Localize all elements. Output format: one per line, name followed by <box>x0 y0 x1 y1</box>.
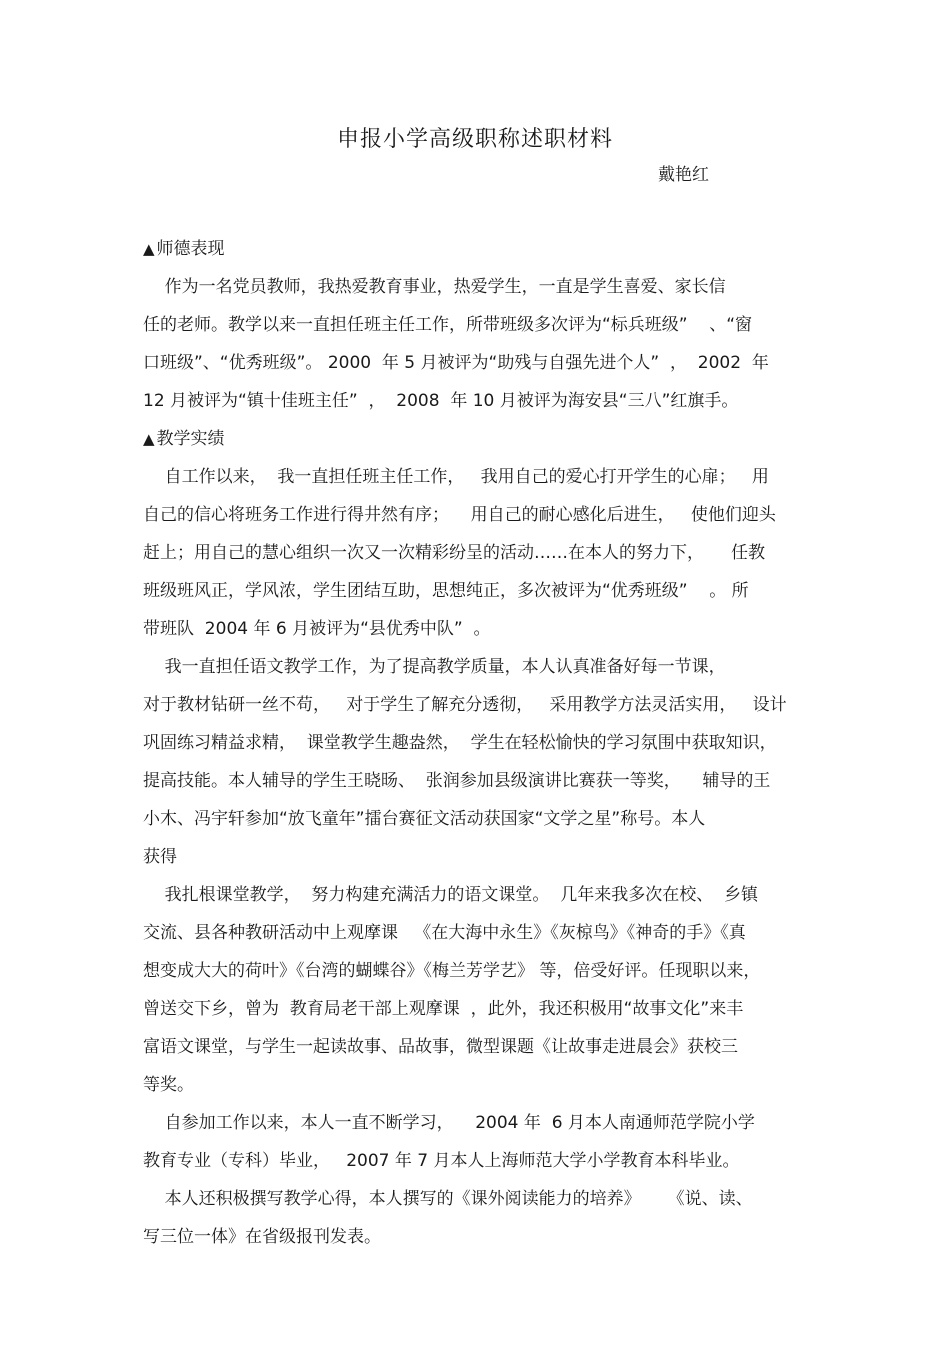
section-heading <box>143 230 809 268</box>
paragraph-line: 口班级”、“优秀班级”。 2000 年 5 月被评为“助残与自强先进个人” ， 2002 年 <box>143 353 769 373</box>
paragraph-line: 提高技能。本人辅导的学生王晓旸、 张润参加县级演讲比赛获一等奖， 辅导的王 <box>143 771 771 791</box>
paragraph-line: 巩固练习精益求精， 课堂教学生趣盎然， 学生在轻松愉快的学习氛围中获取知识， <box>143 733 777 753</box>
triangle-marker-icon: ▲ <box>143 430 155 448</box>
paragraph-line: 12 月被评为“镇十佳班主任” ， 2008 年 10 月被评为海安县“三八”红旗手。 <box>143 391 739 411</box>
paragraph-line: 本人还积极撰写教学心得，本人撰写的《课外阅读能力的培养》 《说、读、 <box>143 1189 753 1209</box>
document-title: 申报小学高级职称述职材料 <box>336 127 613 152</box>
author-name: 戴艳红 <box>658 165 709 185</box>
paragraph-line: 赶上；用自己的慧心组织一次又一次精彩纷呈的活动……在本人的努力下， 任教 <box>143 543 766 563</box>
paragraph-line: 自工作以来， 我一直担任班主任工作， 我用自己的爱心打开学生的心扉； 用 <box>143 467 769 487</box>
paragraph-line: 交流、县各种教研活动中上观摩课 《在大海中永生》《灰椋鸟》《神奇的手》《真 <box>143 923 746 943</box>
paragraph-line: 我扎根课堂教学， 努力构建充满活力的语文课堂。 几年来我多次在校、 乡镇 <box>143 885 759 905</box>
paragraph-line: 自参加工作以来，本人一直不断学习， 2004 年 6 月本人南通师范学院小学 <box>143 1113 755 1133</box>
paragraph-line: 任的老师。教学以来一直担任班主任工作，所带班级多次评为“标兵班级” 、“窗 <box>143 315 753 335</box>
section-heading-text: 教学实绩 <box>156 429 225 449</box>
paragraph-line: 我一直担任语文教学工作，为了提高教学质量，本人认真准备好每一节课， <box>143 657 726 677</box>
paragraph-line: 班级班风正，学风浓，学生团结互助，思想纯正，多次被评为“优秀班级” 。 所 <box>143 581 749 601</box>
document-body <box>143 230 809 1256</box>
paragraph-line: 作为一名党员教师，我热爱教育事业，热爱学生，一直是学生喜爱、家长信 <box>143 277 726 297</box>
paragraph-line: 富语文课堂，与学生一起读故事、品故事，微型课题《让故事走进晨会》获校三 <box>143 1037 738 1057</box>
paragraph-line: 等奖。 <box>143 1075 194 1095</box>
paragraph-line: 对于教材钻研一丝不苟， 对于学生了解充分透彻， 采用教学方法灵活实用， 设计 <box>143 695 787 715</box>
paragraph-line: 自己的信心将班务工作进行得井然有序； 用自己的耐心感化后进生， 使他们迎头 <box>143 505 776 525</box>
paragraph-line: 小木、冯宇轩参加“放飞童年”擂台赛征文活动获国家“文学之星”称号。本人 <box>143 809 706 829</box>
paragraph-line: 教育专业（专科）毕业， 2007 年 7 月本人上海师范大学小学教育本科毕业。 <box>143 1151 740 1171</box>
paragraph-line: 想变成大大的荷叶》《台湾的蝴蝶谷》《梅兰芳学艺》 等，倍受好评。任现职以来， <box>143 961 761 981</box>
section-heading <box>143 420 809 458</box>
triangle-marker-icon: ▲ <box>143 240 155 258</box>
paragraph-line: 写三位一体》在省级报刊发表。 <box>143 1227 381 1247</box>
paragraph-line: 带班队 2004 年 6 月被评为“县优秀中队” 。 <box>143 619 491 639</box>
section-heading-text: 师德表现 <box>156 239 225 259</box>
paragraph-line: 获得 <box>143 847 177 867</box>
paragraph-line: 曾送交下乡，曾为 教育局老干部上观摩课 ，此外，我还积极用“故事文化”来丰 <box>143 999 744 1019</box>
